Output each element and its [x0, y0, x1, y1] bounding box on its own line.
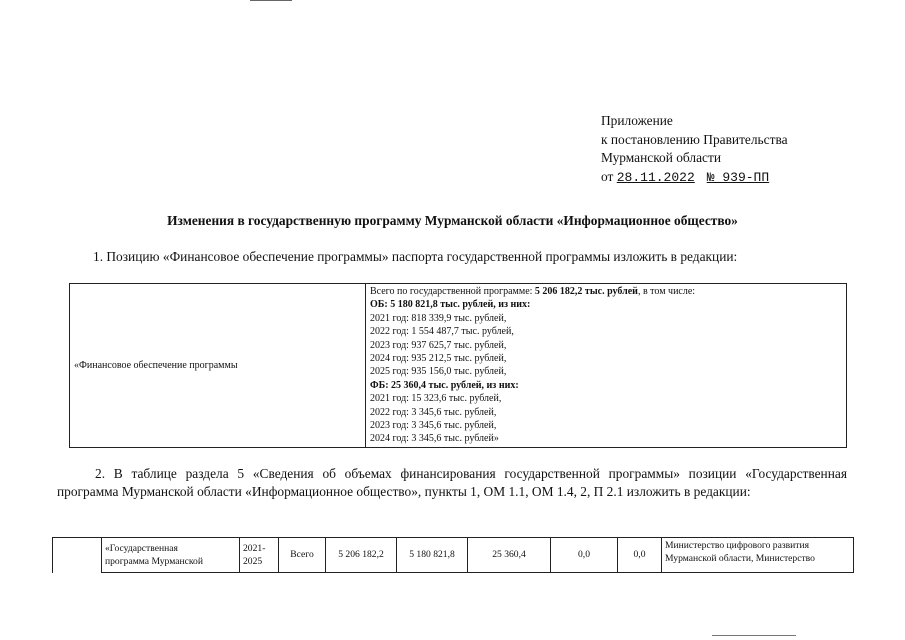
years-cell [240, 538, 279, 573]
federal-budget-cell: 25 360,4 [468, 538, 551, 573]
financing-row [70, 284, 847, 448]
program-name-line: программа Мурманской [105, 555, 203, 567]
ob-year-line: 2022 год: 1 554 487,7 тыс. рублей, [370, 326, 514, 338]
annex-number: № 939-ПП [706, 169, 770, 185]
empty-cell [53, 538, 102, 573]
annex-ot: от [601, 168, 614, 184]
total-suffix: , в том числе: [637, 286, 696, 297]
ob-year-line: 2021 год: 818 339,9 тыс. рублей, [370, 312, 507, 324]
ob-year-line: 2025 год: 935 156,0 тыс. рублей, [370, 366, 507, 378]
top-rule [250, 0, 292, 1]
other-sources-cell: 0,0 [618, 538, 662, 573]
annex-date-line [601, 168, 788, 188]
annex-line-3: Мурманской области [601, 150, 721, 165]
annex-line-1: Приложение [601, 113, 673, 128]
total-value-cell: 5 206 182,2 [326, 538, 397, 573]
financing-label-cell [70, 284, 366, 448]
fb-year-line: 2023 год: 3 345,6 тыс. рублей, [370, 420, 497, 432]
financing-label: «Финансовое обеспечение программы [74, 359, 238, 371]
executor-line: Мурманской области, Министерство [665, 552, 815, 564]
years-line: 2021- [243, 543, 266, 554]
paragraph-2: 2. В таблице раздела 5 «Сведения об объемах финансирования государственной программы» позиции «Государственная программа Мурманской области «Информационное общество», пункты 1, ОМ 1.1, ОМ 1.4, 2, П 2.1 изложить в редакции: [57, 466, 847, 499]
total-amount: 5 206 182,2 тыс. рублей [534, 286, 638, 297]
program-name-cell [102, 538, 240, 573]
fb-year-line: 2024 год: 3 345,6 тыс. рублей» [370, 433, 499, 445]
fb-header: ФБ: 25 360,4 тыс. рублей, из них: [370, 379, 519, 391]
executor-line: Министерство цифрового развития [665, 540, 810, 551]
program-name-line: «Государственная [105, 543, 178, 554]
funding-volume-table [52, 537, 854, 573]
table-row [53, 538, 854, 573]
years-line: 2025 [243, 555, 263, 567]
annex-date: 28.11.2022 [616, 169, 695, 185]
fb-year-line: 2021 год: 15 323,6 тыс. рублей, [370, 393, 502, 405]
paragraph-1: 1. Позицию «Финансовое обеспечение программы» паспорта государственной программы изложить в редакции: [93, 249, 738, 264]
regional-budget-cell: 5 180 821,8 [397, 538, 468, 573]
executor-cell [662, 538, 854, 573]
ob-header: ОБ: 5 180 821,8 тыс. рублей, из них: [370, 299, 531, 311]
fb-year-line: 2022 год: 3 345,6 тыс. рублей, [370, 406, 497, 418]
annex-header [601, 112, 788, 187]
ob-year-line: 2024 год: 935 212,5 тыс. рублей, [370, 353, 507, 365]
financing-total-line [370, 285, 842, 298]
source-all-cell: Всего [279, 538, 326, 573]
annex-line-2: к постановлению Правительства [601, 131, 788, 147]
total-prefix: Всего по государственной программе: [370, 286, 535, 297]
bottom-rule [712, 635, 796, 636]
financing-details-cell [366, 284, 847, 448]
ob-year-line: 2023 год: 937 625,7 тыс. рублей, [370, 339, 507, 351]
financing-table [69, 283, 847, 448]
document-title: Изменения в государственную программу Мурманской области «Информационное общество» [167, 213, 738, 228]
local-budget-cell: 0,0 [551, 538, 618, 573]
